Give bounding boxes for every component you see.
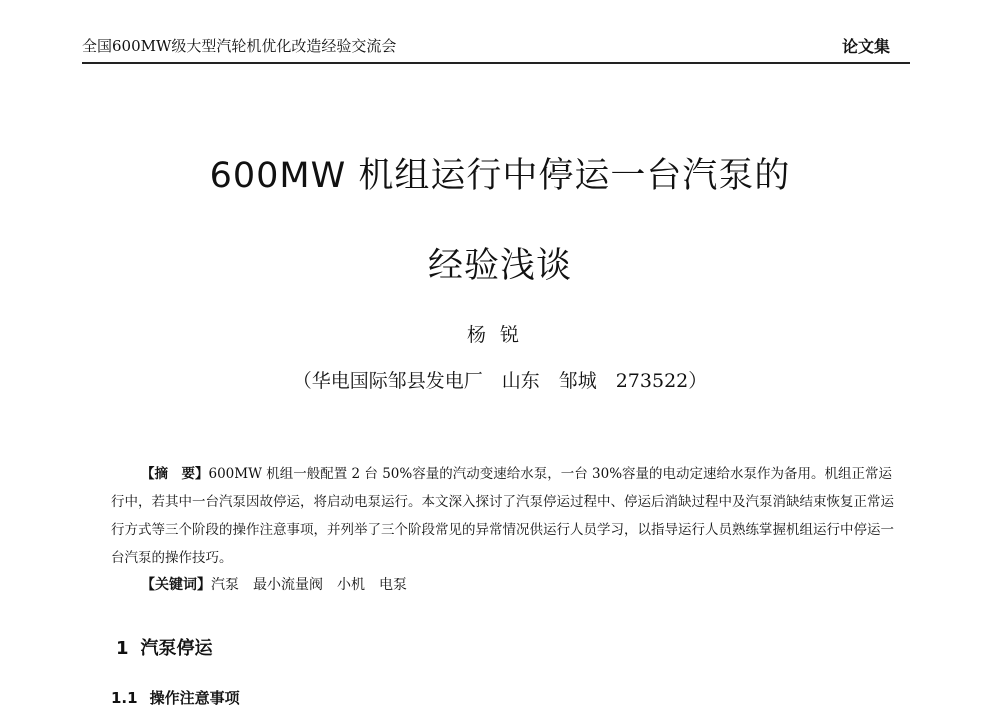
subsection-number: 1.1 bbox=[111, 689, 138, 707]
paper-title-line2: 经验浅谈 bbox=[427, 246, 572, 286]
section-number: 1 bbox=[116, 638, 129, 659]
keywords-text: 汽泵 最小流量阀 小机 电泵 bbox=[211, 577, 407, 593]
section-title: 汽泵停运 bbox=[140, 638, 213, 659]
conference-name: 全国600MW级大型汽轮机优化改造经验交流会 bbox=[82, 37, 397, 55]
keywords-label: 【关键词】 bbox=[141, 577, 211, 593]
author-name: 杨锐 bbox=[466, 324, 533, 346]
paper-title-line1: 600MW 机组运行中停运一台汽泵的 bbox=[209, 156, 791, 196]
abstract-text: 600MW 机组一般配置 2 台 50%容量的汽动变速给水泵，一台 30%容量的电动定速给水泵作为备用。机组正常运行中，若其中一台汽泵因故停运，将启动电泵运行。本文深入探讨了汽泵停运过程中、停运后消缺过程中及汽泵消缺结束恢复正常运行方式等三个阶段的操作注意事项，并列举了三个阶段常见的异常情况供运行人员学习，以指导运行人员熟练掌握机组运行中停运一台汽泵的操作技巧。 bbox=[111, 466, 894, 566]
keywords bbox=[141, 574, 407, 594]
collection-label: 论文集 bbox=[841, 37, 890, 56]
running-header bbox=[82, 30, 910, 64]
author-affiliation: （华电国际邹县发电厂 山东 邹城 273522） bbox=[292, 370, 708, 392]
section-heading bbox=[116, 634, 213, 660]
abstract-label: 【摘 要】 bbox=[141, 466, 209, 482]
subsection-heading bbox=[111, 687, 240, 708]
abstract bbox=[111, 460, 897, 572]
subsection-title: 操作注意事项 bbox=[149, 689, 240, 707]
